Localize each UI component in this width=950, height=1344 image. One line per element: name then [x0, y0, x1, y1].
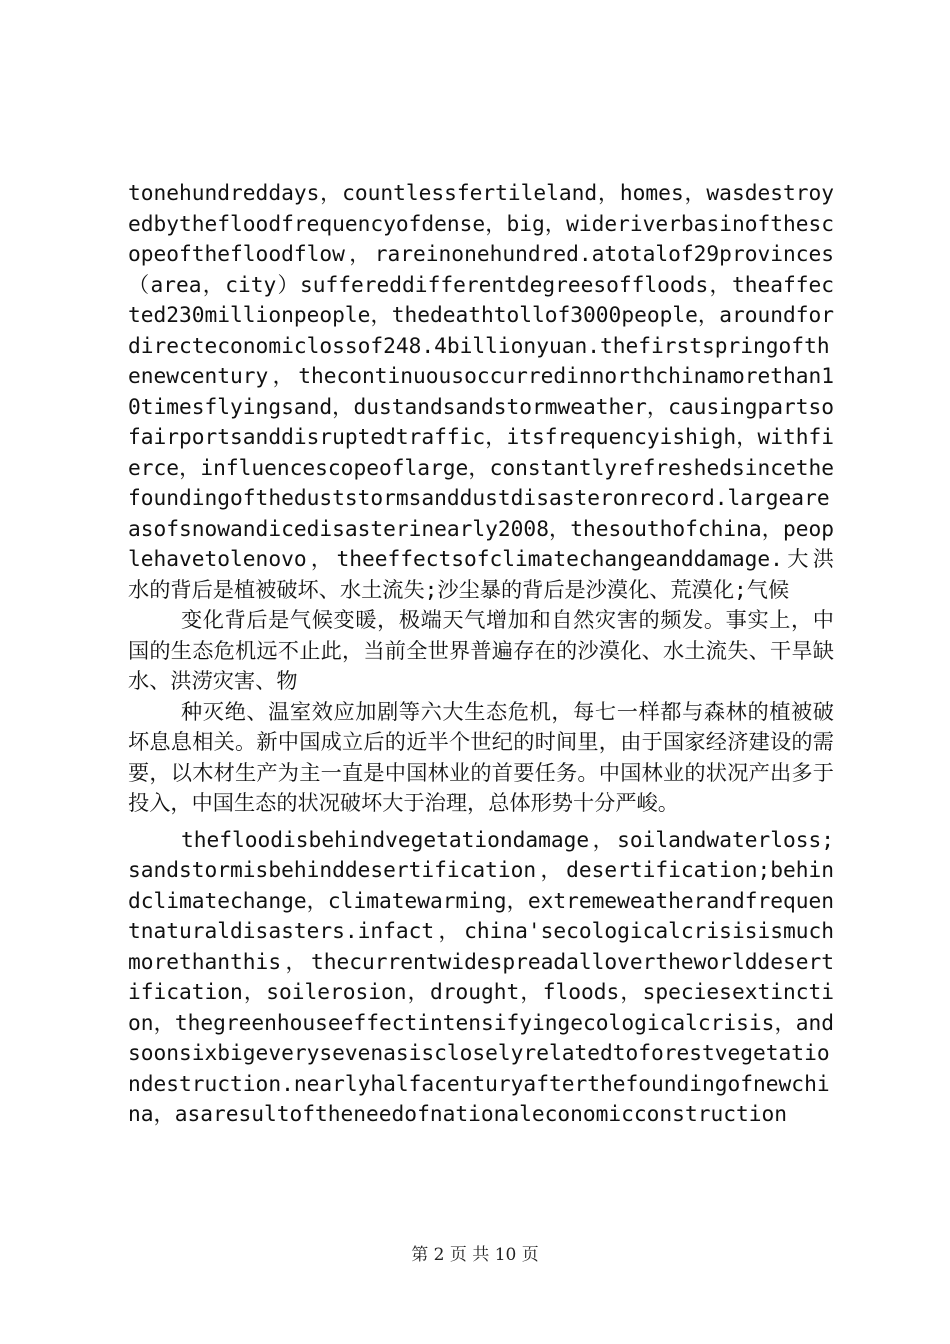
- document-body: [128, 178, 834, 1130]
- paragraph-flood-history: tonehundreddays，countlessfertileland，homes，wasdestroyedbythefloodfrequencyofdense，big，wideriverbasinofthescopeofthefloodflow，rareinonehundred.atotalof29provinces（area，city）suffereddifferentdegreesoffloods，theaffected230millionpeople，thedeathtollof3000people，aroundfordirecteconomiclossof248.4billionyuan.thefirstspringofthenewcentury，thecontinuousoccurredinnorthchinamorethan10timesflyingsand，dustandsandstormweather，causingpartsofairportsanddisruptedtraffic，itsfrequencyishigh，withfierce，influencescopeoflarge，constantlyrefreshedsincethefoundingoftheduststormsanddustdisasteronrecord.largeareasofsnowandicedisasterinearly2008，thesouthofchina，peoplehavetolenovo，theeffectsofclimatechangeanddamage.大洪水的背后是植被破坏、水土流失;沙尘暴的背后是沙漠化、荒漠化;气候: [128, 180, 834, 602]
- paragraph-english-summary: thefloodisbehindvegetationdamage，soilandwaterloss;sandstormisbehinddesertification，desertification;behindclimatechange，climatewarming，extremeweatherandfrequentnaturaldisasters.infact，china'secologicalcrisisismuchmorethanthis，thecurrentwidespreadallovertheworlddesertification，soilerosion，drought，floods，speciesextinction，thegreenhouseeffectintensifyingecologicalcrisis，andsoonsixbigeverysevenasiscloselyrelatedtoforestvegetationdestruction.nearlyhalfacenturyafterthefoundingofnewchina，asaresultoftheneedofnationaleconomicconstruction: [128, 826, 834, 1126]
- page-number-footer: 第 2 页 共 10 页: [411, 1245, 539, 1265]
- paragraph-climate-change: 变化背后是气候变暖，极端天气增加和自然灾害的频发。事实上，中国的生态危机远不止此，当前全世界普遍存在的沙漠化、水土流失、干旱缺水、洪涝灾害、物: [128, 607, 834, 693]
- paragraph-ecological-crisis: 种灭绝、温室效应加剧等六大生态危机，每七一样都与森林的植被破坏息息相关。新中国成立后的近半个世纪的时间里，由于国家经济建设的需要，以木材生产为主一直是中国林业的首要任务。中国林业的状况产出多于投入，中国生态的状况破坏大于治理，总体形势十分严峻。: [128, 698, 834, 815]
